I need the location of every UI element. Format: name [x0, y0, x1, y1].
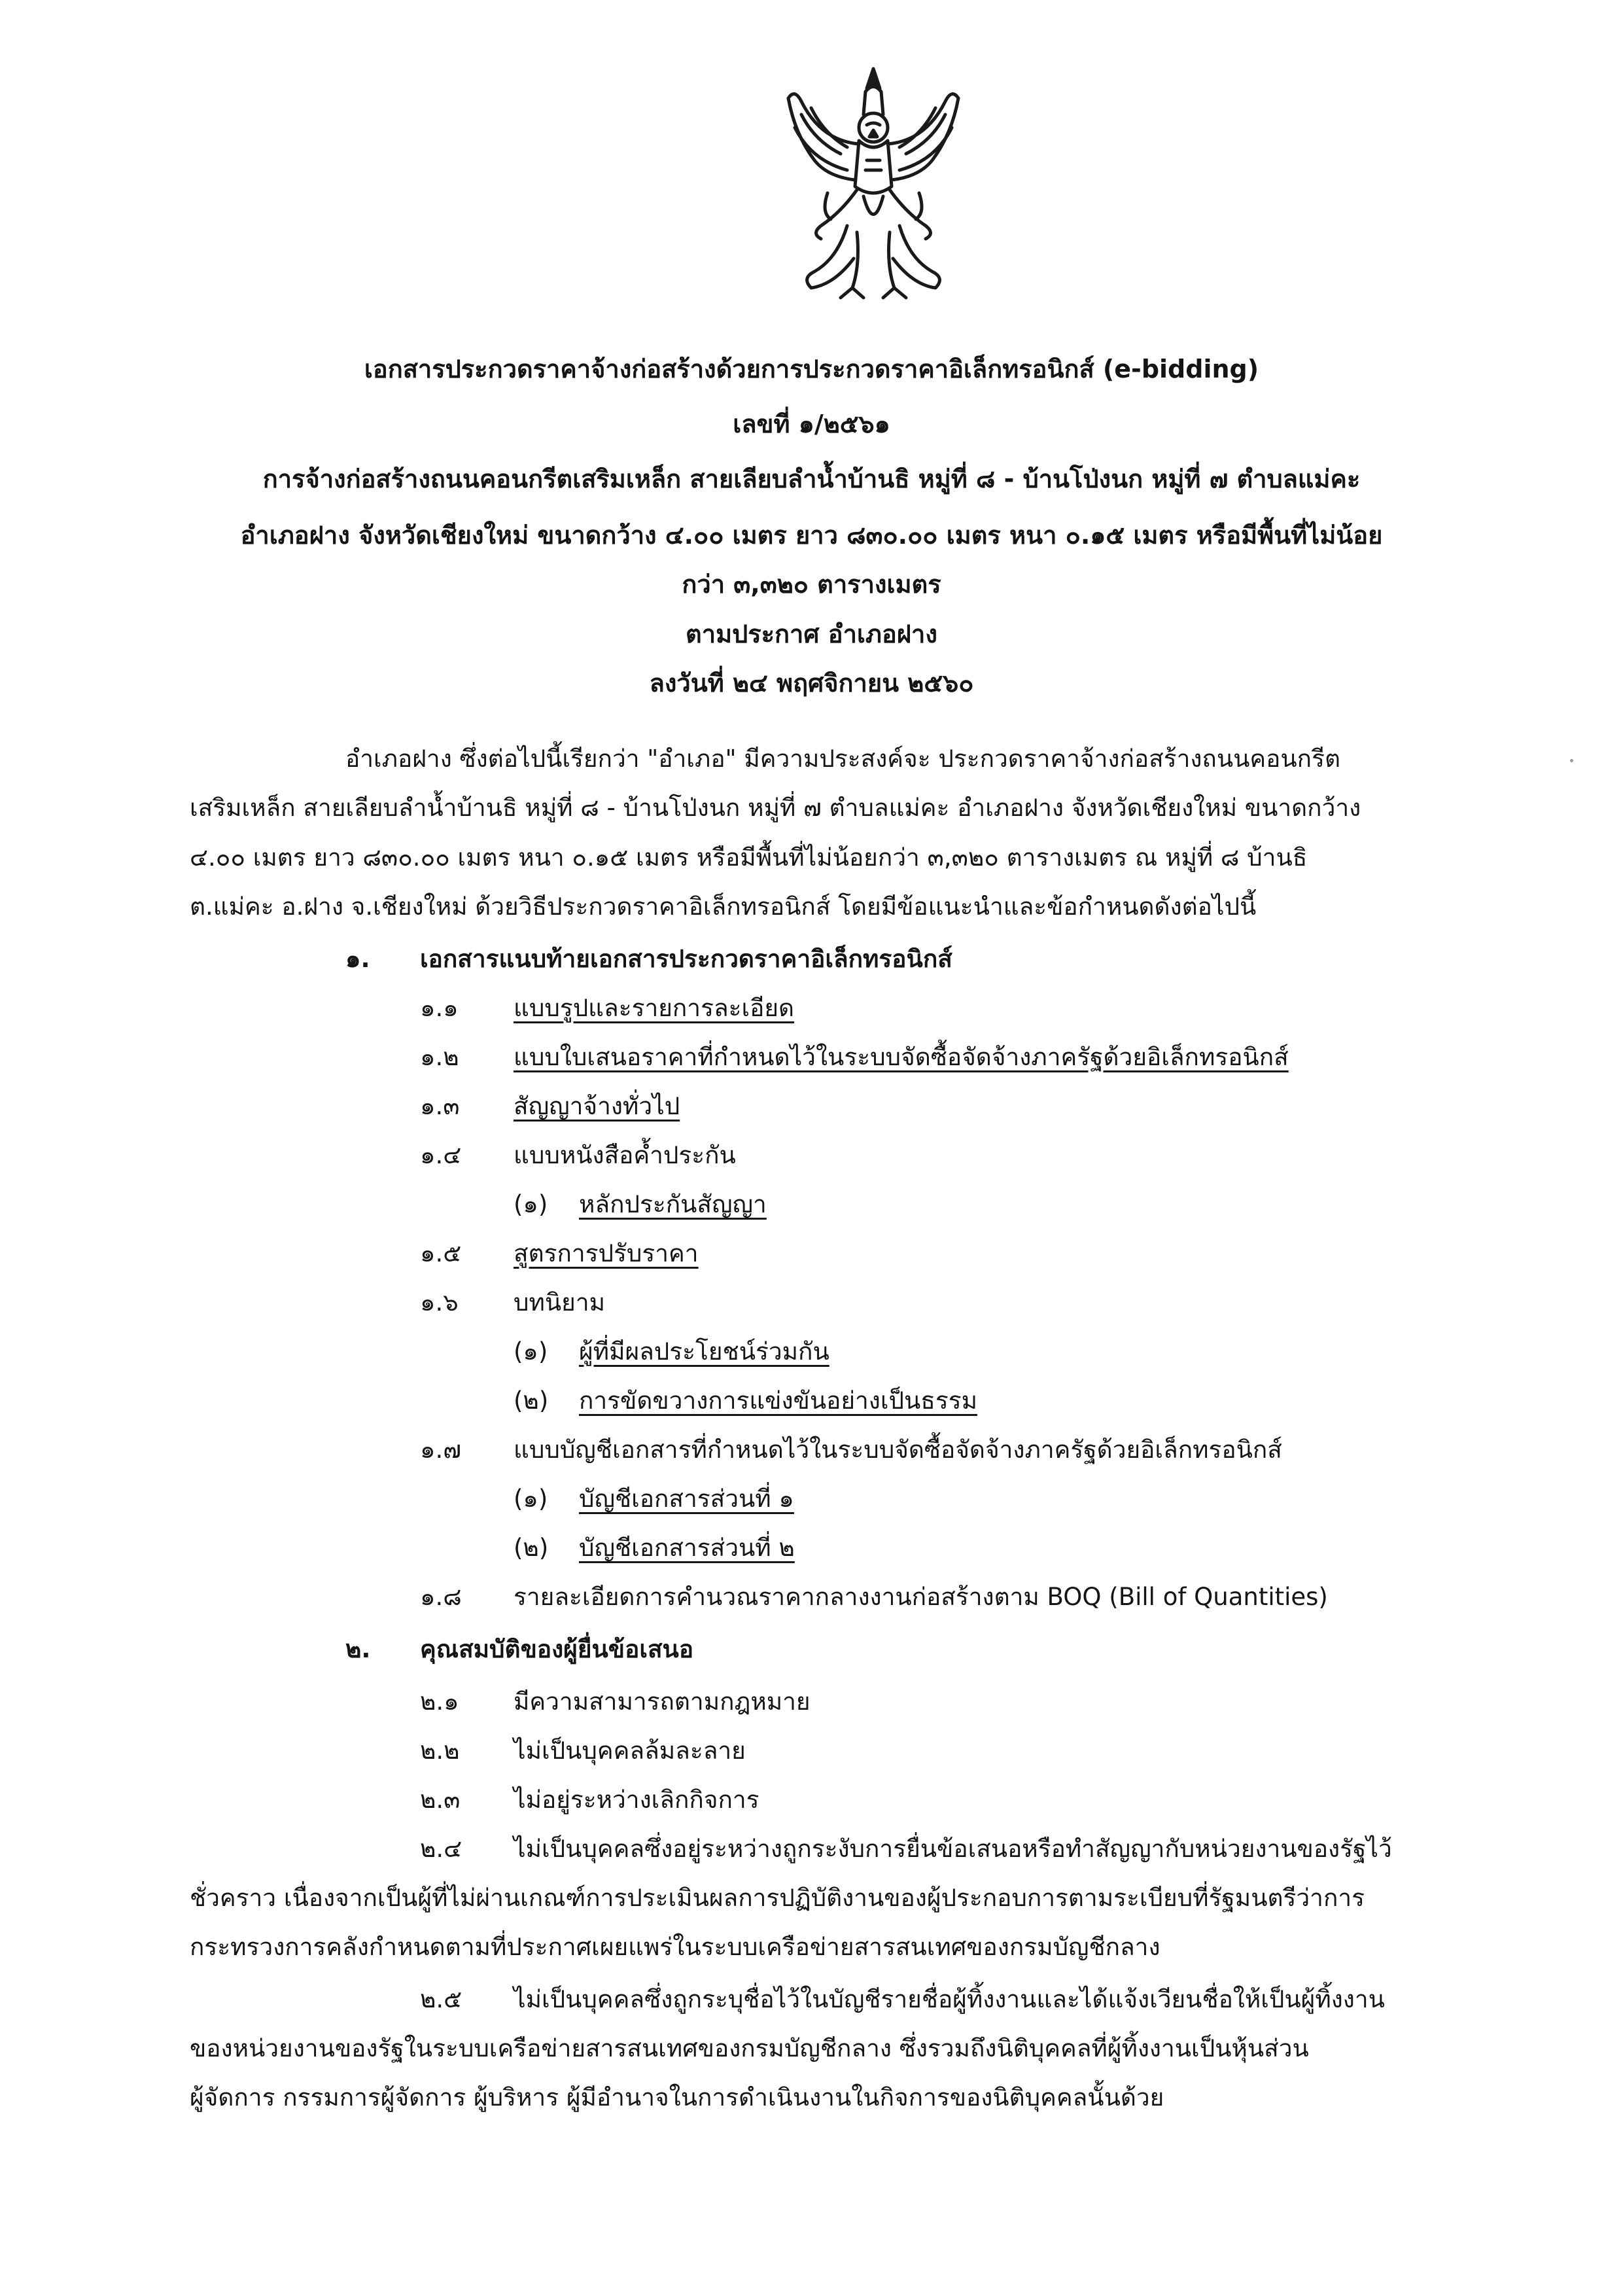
- project-title-line1: การจ้างก่อสร้างถนนคอนกรีตเสริมเหล็ก สายเลียบลำน้ำบ้านธิ หมู่ที่ ๘ - บ้านโป่งนก หมู่ที่ ๗ ตำบลแม่คะ: [262, 465, 1361, 493]
- item-bid-form-link[interactable]: แบบใบเสนอราคาที่กำหนดไว้ในระบบจัดซื้อจัดจ้างภาครัฐด้วยอิเล็กทรอนิกส์: [514, 1043, 1289, 1071]
- subitem-number: (๑): [514, 1190, 548, 1218]
- item-number: ๑.๓: [420, 1092, 460, 1120]
- item-number: ๒.๒: [420, 1737, 460, 1765]
- section-2-title: คุณสมบัติของผู้ยื่นข้อเสนอ: [420, 1635, 694, 1663]
- item-number: ๒.๔: [420, 1835, 462, 1863]
- doc-number: เลขที่ ๑/๒๕๖๑: [733, 410, 890, 438]
- intro-line-3: ๔.๐๐ เมตร ยาว ๘๓๐.๐๐ เมตร หนา ๐.๑๕ เมตร หรือมีพื้นที่ไม่น้อยกว่า ๓,๓๒๐ ตารางเมตร ณ หมู่ที่ ๘ บ้านธิ: [190, 843, 1308, 872]
- doc-title: เอกสารประกวดราคาจ้างก่อสร้างด้วยการประกวดราคาอิเล็กทรอนิกส์ (e-bidding): [364, 355, 1259, 383]
- item-guarantee-form: แบบหนังสือค้ำประกัน: [514, 1141, 736, 1169]
- item-number: ๑.๕: [420, 1239, 462, 1267]
- item-number: ๑.๑: [420, 994, 459, 1022]
- announcement-date: ลงวันที่ ๒๔ พฤศจิกายน ๒๕๖๐: [649, 669, 974, 698]
- project-title-line2: อำเภอฝาง จังหวัดเชียงใหม่ ขนาดกว้าง ๔.๐๐ เมตร ยาว ๘๓๐.๐๐ เมตร หนา ๐.๑๕ เมตร หรือมีพื้นที่ไม่น้อย: [240, 521, 1383, 550]
- item-definitions: บทนิยาม: [514, 1288, 606, 1316]
- item-number: ๒.๑: [420, 1687, 459, 1716]
- item-contract-link[interactable]: สัญญาจ้างทั่วไป: [514, 1092, 680, 1120]
- item-doc-list-part2-link[interactable]: บัญชีเอกสารส่วนที่ ๒: [579, 1534, 795, 1562]
- section-1-number: ๑.: [345, 945, 370, 973]
- item-contract-security-link[interactable]: หลักประกันสัญญา: [579, 1190, 767, 1218]
- scan-speck: [1570, 759, 1573, 762]
- item-fair-competition-link[interactable]: การขัดขวางการแข่งขันอย่างเป็นธรรม: [579, 1386, 978, 1415]
- intro-line-1: อำเภอฝาง ซึ่งต่อไปนี้เรียกว่า "อำเภอ" มีความประสงค์จะ ประกวดราคาจ้างก่อสร้างถนนคอนกรีต: [345, 745, 1340, 773]
- clause-2-5-line-2: ของหน่วยงานของรัฐในระบบเครือข่ายสารสนเทศของกรมบัญชีกลาง ซึ่งรวมถึงนิติบุคคลที่ผู้ทิ้งงานเป็นหุ้นส่วน: [190, 2034, 1309, 2062]
- section-2-number: ๒.: [345, 1635, 371, 1663]
- section-1-title: เอกสารแนบท้ายเอกสารประกวดราคาอิเล็กทรอนิกส์: [420, 945, 952, 973]
- subitem-number: (๑): [514, 1337, 548, 1366]
- item-number: ๒.๓: [420, 1786, 461, 1814]
- item-joint-interest-link[interactable]: ผู้ที่มีผลประโยชน์ร่วมกัน: [579, 1337, 829, 1366]
- item-boq-details: รายละเอียดการคำนวณราคากลางงานก่อสร้างตาม BOQ (Bill of Quantities): [514, 1583, 1328, 1611]
- item-number: ๑.๘: [420, 1583, 462, 1611]
- clause-2-5-line-1: ไม่เป็นบุคคลซึ่งถูกระบุชื่อไว้ในบัญชีรายชื่อผู้ทิ้งงานและได้แจ้งเวียนชื่อให้เป็นผู้ทิ้งงาน: [514, 1985, 1385, 2013]
- qualification-item: ไม่อยู่ระหว่างเลิกกิจการ: [514, 1786, 759, 1814]
- item-price-formula-link[interactable]: สูตรการปรับราคา: [514, 1239, 699, 1267]
- clause-2-5-line-3: ผู้จัดการ กรรมการผู้จัดการ ผู้บริหาร ผู้มีอำนาจในการดำเนินงานในกิจการของนิติบุคคลนั้นด้วย: [190, 2083, 1164, 2111]
- item-number: ๒.๕: [420, 1985, 462, 2013]
- item-number: ๑.๖: [420, 1288, 459, 1316]
- intro-line-4: ต.แม่คะ อ.ฝาง จ.เชียงใหม่ ด้วยวิธีประกวดราคาอิเล็กทรอนิกส์ โดยมีข้อแนะนำและข้อกำหนดดังต่อไปนี้: [190, 892, 1257, 921]
- announcement-ref: ตามประกาศ อำเภอฝาง: [686, 620, 937, 648]
- subitem-number: (๑): [514, 1485, 548, 1513]
- project-title-line3: กว่า ๓,๓๒๐ ตารางเมตร: [682, 570, 941, 599]
- clause-2-4-line-1: ไม่เป็นบุคคลซึ่งอยู่ระหว่างถูกระงับการยื่นข้อเสนอหรือทำสัญญากับหน่วยงานของรัฐไว้: [514, 1835, 1392, 1863]
- garuda-emblem-icon: [775, 62, 971, 304]
- clause-2-4-line-3: กระทรวงการคลังกำหนดตามที่ประกาศเผยแพร่ในระบบเครือข่ายสารสนเทศของกรมบัญชีกลาง: [190, 1933, 1161, 1961]
- item-document-list-form: แบบบัญชีเอกสารที่กำหนดไว้ในระบบจัดซื้อจัดจ้างภาครัฐด้วยอิเล็กทรอนิกส์: [514, 1436, 1282, 1464]
- qualification-item: มีความสามารถตามกฎหมาย: [514, 1687, 811, 1716]
- item-doc-list-part1-link[interactable]: บัญชีเอกสารส่วนที่ ๑: [579, 1485, 794, 1513]
- item-number: ๑.๔: [420, 1141, 462, 1169]
- item-number: ๑.๒: [420, 1043, 459, 1071]
- qualification-item: ไม่เป็นบุคคลล้มละลาย: [514, 1737, 746, 1765]
- clause-2-4-line-2: ชั่วคราว เนื่องจากเป็นผู้ที่ไม่ผ่านเกณฑ์การประเมินผลการปฏิบัติงานของผู้ประกอบการตามระเบียบที่รัฐมนตรีว่าการ: [190, 1884, 1365, 1912]
- item-number: ๑.๗: [420, 1436, 462, 1464]
- intro-line-2: เสริมเหล็ก สายเลียบลำน้ำบ้านธิ หมู่ที่ ๘ - บ้านโป่งนก หมู่ที่ ๗ ตำบลแม่คะ อำเภอฝาง จังหวัดเชียงใหม่ ขนาดกว้าง: [190, 794, 1361, 822]
- subitem-number: (๒): [514, 1386, 549, 1415]
- item-drawings-link[interactable]: แบบรูปและรายการละเอียด: [514, 994, 795, 1022]
- subitem-number: (๒): [514, 1534, 549, 1562]
